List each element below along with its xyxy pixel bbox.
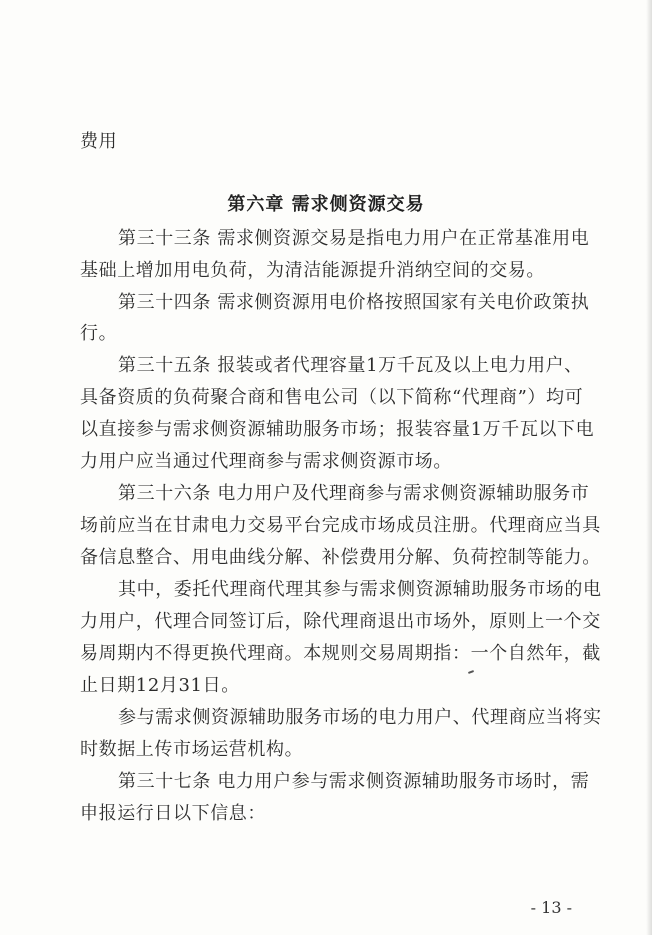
text-line: 场前应当在甘肃电力交易平台完成市场成员注册。代理商应当具 — [80, 515, 601, 536]
chapter-title: 第六章 需求侧资源交易 — [227, 194, 425, 215]
text-line: 第三十三条 需求侧资源交易是指电力用户在正常基准用电 — [118, 228, 590, 249]
text-line: 易周期内不得更换代理商。本规则交易周期指：一个自然年，截 — [80, 643, 601, 664]
page-edge-shadow — [646, 0, 652, 935]
text-line: 第三十四条 需求侧资源用电价格按照国家有关电价政策执 — [118, 292, 590, 313]
text-line: 基础上增加用电负荷，为清洁能源提升消纳空间的交易。 — [80, 260, 545, 281]
text-line: 其中，委托代理商代理其参与需求侧资源辅助服务市场的电 — [118, 579, 602, 600]
text-line: 费用 — [80, 131, 118, 152]
text-line: 申报运行日以下信息： — [80, 803, 266, 824]
text-line: 力用户应当通过代理商参与需求侧资源市场。 — [80, 451, 452, 472]
text-line: 第三十七条 电力用户参与需求侧资源辅助服务市场时，需 — [118, 771, 590, 792]
page-number: - 13 - — [530, 898, 572, 917]
text-line: 以直接参与需求侧资源辅助服务市场；报装容量1万千瓦以下电 — [80, 419, 595, 440]
text-line: 备信息整合、用电曲线分解、补偿费用分解、负荷控制等能力。 — [80, 547, 601, 568]
text-line: 参与需求侧资源辅助服务市场的电力用户、代理商应当将实 — [118, 707, 602, 728]
text-line: 力用户，代理合同签订后，除代理商退出市场外，原则上一个交 — [80, 611, 601, 632]
text-line: 止日期12月31日。 — [80, 675, 240, 696]
text-line: 具备资质的负荷聚合商和售电公司（以下简称“代理商”）均可 — [80, 387, 584, 408]
text-line: 行。 — [80, 323, 118, 344]
text-line: 时数据上传市场运营机构。 — [80, 739, 304, 760]
text-line: 第三十六条 电力用户及代理商参与需求侧资源辅助服务市 — [118, 483, 590, 504]
text-line: 第三十五条 报装或者代理容量1万千瓦及以上电力用户、 — [118, 355, 583, 376]
